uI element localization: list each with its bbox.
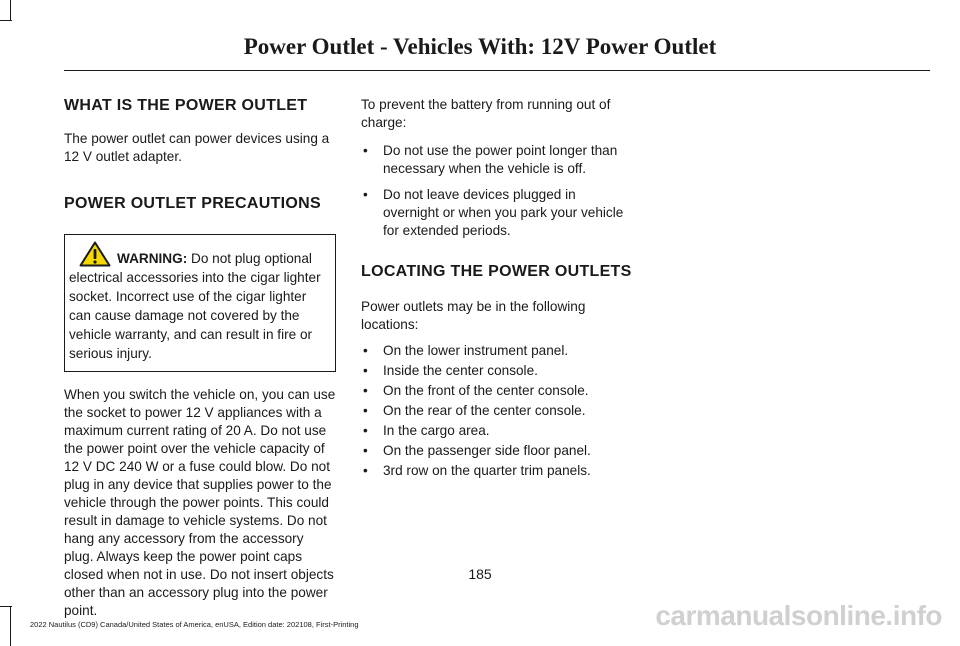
battery-bullet-item-text: Do not use the power point longer than necessary when the vehicle is off.: [383, 143, 618, 176]
paragraph-battery-intro: To prevent the battery from running out of charge:: [361, 97, 611, 130]
bullet-dot: •: [363, 463, 368, 478]
location-bullet-item: [361, 382, 633, 400]
heading-what-is-power-outlet: WHAT IS THE POWER OUTLET: [64, 97, 308, 114]
location-bullet-item: [361, 462, 633, 480]
bullet-dot: •: [363, 363, 368, 378]
location-bullet-list: [361, 342, 633, 480]
crop-mark-top-left: [10, 0, 11, 20]
paragraph-power-outlet-intro: The power outlet can power devices using a 12 V outlet adapter.: [64, 131, 330, 164]
location-bullet-item-text: On the front of the center console.: [383, 383, 589, 398]
location-bullet-item: [361, 442, 633, 460]
crop-mark-bottom-left-horizontal: [0, 606, 12, 607]
battery-bullet-item: [361, 186, 633, 240]
battery-bullet-list: [361, 142, 633, 240]
right-column: [361, 96, 633, 482]
location-bullet-item: [361, 342, 633, 360]
battery-bullet-item: [361, 142, 633, 178]
bullet-dot: •: [363, 187, 368, 202]
warning-body: Do not plug optional electrical accessories into the cigar lighter socket. Incorrect use of the cigar lighter can cause damage not covered by the vehicle warranty, and can result in fire or serious injury.: [69, 251, 321, 361]
edition-footer-text: 2022 Nautilus (CD9) Canada/United States of America, enUSA, Edition date: 202108, First-Printing: [30, 620, 359, 629]
page-header-title: Power Outlet - Vehicles With: 12V Power Outlet: [243, 34, 717, 59]
crop-mark-top-left-horizontal: [0, 20, 12, 21]
location-bullet-item-text: 3rd row on the quarter trim panels.: [383, 463, 591, 478]
warning-triangle-icon: [79, 241, 111, 267]
location-bullet-item: [361, 422, 633, 440]
location-bullet-item-text: In the cargo area.: [383, 423, 490, 438]
location-bullet-item-text: Inside the center console.: [383, 363, 538, 378]
left-column: [64, 96, 336, 620]
bullet-dot: •: [363, 423, 368, 438]
bullet-dot: •: [363, 443, 368, 458]
location-bullet-item-text: On the rear of the center console.: [383, 403, 586, 418]
battery-bullet-item-text: Do not leave devices plugged in overnight or when you park your vehicle for extended periods.: [383, 187, 624, 238]
crop-mark-bottom-left: [10, 606, 11, 646]
page-number: 185: [468, 566, 492, 582]
heading-power-outlet-precautions: POWER OUTLET PRECAUTIONS: [64, 195, 321, 212]
paragraph-power-outlet-usage: When you switch the vehicle on, you can use the socket to power 12 V appliances with a maximum current rating of 20 A. Do not use the power point over the vehicle capacity of 12 V DC 240 W or a fuse could blow. Do not plug in any device that supplies power to the vehicle through the power points. This could result in damage to vehicle systems. Do not hang any accessory from the accessory plug. Always keep the power point caps closed when not in use. Do not insert objects other than an accessory plug into the power point.: [64, 387, 336, 618]
paragraph-locations-intro: Power outlets may be in the following locations:: [361, 299, 586, 332]
watermark-text: carmanualsonline.info: [655, 600, 942, 631]
warning-box: [64, 234, 336, 372]
location-bullet-item: [361, 362, 633, 380]
warning-text-block: [69, 241, 331, 363]
bullet-dot: •: [363, 403, 368, 418]
bullet-dot: •: [363, 143, 368, 158]
header-rule: [64, 70, 930, 71]
location-bullet-item-text: On the passenger side floor panel.: [383, 443, 591, 458]
bullet-dot: •: [363, 343, 368, 358]
location-bullet-item-text: On the lower instrument panel.: [383, 343, 569, 358]
warning-label: WARNING:: [117, 251, 188, 266]
bullet-dot: •: [363, 383, 368, 398]
location-bullet-item: [361, 402, 633, 420]
heading-locating-power-outlets: LOCATING THE POWER OUTLETS: [361, 263, 632, 280]
